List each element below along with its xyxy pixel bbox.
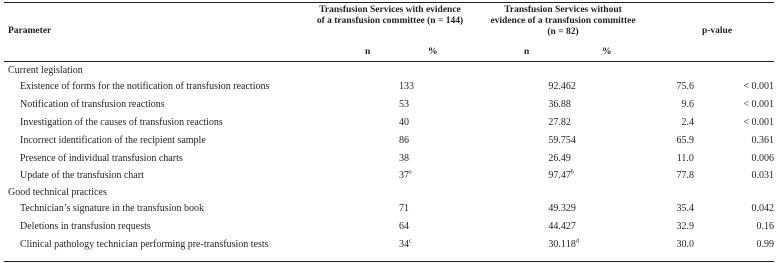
row-label bbox=[8, 149, 399, 167]
pct-header-with: % bbox=[428, 47, 438, 57]
group-with-committee-header: Transfusion Services with evidence of a transfusion committee (n = 144) bbox=[316, 5, 464, 26]
pct-with-committee bbox=[447, 149, 566, 167]
p-value bbox=[694, 96, 774, 114]
pct-without-committee-value: 11.0 bbox=[676, 152, 694, 164]
footnote-marker: b bbox=[570, 170, 574, 177]
table-row bbox=[8, 218, 774, 236]
pct-without-committee-value: 75.6 bbox=[676, 81, 694, 93]
pct-without-committee bbox=[639, 96, 694, 114]
pct-with-committee-value: 59.7 bbox=[548, 134, 566, 146]
pct-without-committee-value: 35.4 bbox=[676, 203, 694, 215]
row-label-value: Existence of forms for the notification of transfusion reactions bbox=[20, 81, 270, 93]
top-rule bbox=[4, 2, 774, 3]
p-value-value: 0.99 bbox=[756, 238, 774, 250]
pct-without-committee-value: 2.4 bbox=[681, 116, 694, 128]
section-row bbox=[8, 63, 774, 78]
row-label-value: Technician’s signature in the transfusion book bbox=[20, 203, 204, 215]
n-with-committee-value: 53 bbox=[399, 99, 409, 111]
p-value-value: < 0.001 bbox=[743, 116, 774, 128]
n-with-committee-value: 86 bbox=[399, 134, 409, 146]
row-label bbox=[8, 235, 399, 253]
table-row bbox=[8, 235, 774, 253]
table-row bbox=[8, 167, 774, 185]
n-without-committee bbox=[566, 114, 639, 132]
row-label bbox=[8, 167, 399, 185]
table-row bbox=[8, 149, 774, 167]
p-value-value: < 0.001 bbox=[743, 81, 774, 93]
row-label-value: Investigation of the causes of transfusion reactions bbox=[20, 116, 223, 128]
pct-with-committee-value: 97.4 bbox=[548, 170, 566, 182]
pct-with-committee-value: 92.4 bbox=[548, 81, 566, 93]
table-row bbox=[8, 114, 774, 132]
row-label bbox=[8, 218, 399, 236]
pct-with-committee bbox=[447, 114, 566, 132]
pct-with-committee bbox=[447, 78, 566, 96]
p-value-value: 0.361 bbox=[751, 134, 774, 146]
n-with-committee-value: 37 bbox=[399, 170, 409, 182]
n-with-committee-value: 34 bbox=[399, 238, 409, 250]
n-without-committee-value: 54 bbox=[565, 134, 576, 146]
n-without-committee bbox=[566, 200, 639, 218]
pct-without-committee-value: 9.6 bbox=[681, 99, 694, 111]
row-label bbox=[8, 131, 399, 149]
pct-with-committee bbox=[447, 235, 566, 253]
p-value bbox=[694, 235, 774, 253]
pct-header-without: % bbox=[602, 47, 612, 57]
n-without-committee bbox=[566, 78, 639, 96]
section-title: Good technical practices bbox=[8, 186, 107, 198]
n-with-committee bbox=[399, 167, 447, 185]
p-value bbox=[694, 78, 774, 96]
pct-with-committee-value: 44.4 bbox=[548, 220, 566, 232]
pct-with-committee bbox=[447, 200, 566, 218]
pct-without-committee-value: 32.9 bbox=[676, 220, 694, 232]
n-without-committee-value: 18 bbox=[565, 238, 576, 250]
footnote-marker: a bbox=[409, 170, 412, 177]
n-without-committee-value: 9 bbox=[565, 152, 571, 164]
pct-without-committee-value: 30.0 bbox=[676, 238, 694, 250]
p-value-value: 0.042 bbox=[751, 203, 774, 215]
n-with-committee bbox=[399, 114, 447, 132]
header-rule bbox=[4, 61, 774, 62]
n-with-committee bbox=[399, 96, 447, 114]
n-with-committee-value: 40 bbox=[399, 116, 409, 128]
table-row bbox=[8, 96, 774, 114]
p-value bbox=[694, 218, 774, 236]
section-title: Current legislation bbox=[8, 65, 83, 76]
row-label-value: Deletions in transfusion requests bbox=[20, 220, 151, 232]
n-without-committee-value: 7 bbox=[565, 170, 571, 182]
pct-with-committee-value: 49.3 bbox=[548, 203, 566, 215]
n-without-committee-value: 62 bbox=[565, 81, 576, 93]
row-label-value: Clinical pathology technician performing pre-transfusion tests bbox=[20, 238, 269, 250]
n-without-committee bbox=[566, 96, 639, 114]
n-without-committee-value: 27 bbox=[565, 220, 576, 232]
p-value-value: 0.006 bbox=[751, 152, 774, 164]
n-without-committee-value: 29 bbox=[565, 203, 576, 215]
n-with-committee-value: 64 bbox=[399, 220, 409, 232]
pct-without-committee bbox=[639, 218, 694, 236]
pct-without-committee bbox=[639, 167, 694, 185]
n-without-committee bbox=[566, 235, 639, 253]
row-label-value: Presence of individual transfusion charts bbox=[20, 152, 183, 164]
pct-without-committee-value: 77.8 bbox=[676, 170, 694, 182]
n-without-committee bbox=[566, 218, 639, 236]
n-header-with: n bbox=[365, 47, 371, 57]
row-label-value: Update of the transfusion chart bbox=[20, 170, 144, 182]
n-with-committee-value: 71 bbox=[399, 203, 409, 215]
pct-with-committee-value: 26.4 bbox=[548, 152, 566, 164]
n-with-committee bbox=[399, 200, 447, 218]
p-value-value: < 0.001 bbox=[743, 99, 774, 111]
group-without-committee-header: Transfusion Services without evidence of a transfusion committee (n = 82) bbox=[490, 5, 636, 37]
pct-with-committee-value: 36.8 bbox=[548, 99, 566, 111]
pct-without-committee bbox=[639, 149, 694, 167]
n-without-committee bbox=[566, 131, 639, 149]
pct-without-committee bbox=[639, 114, 694, 132]
n-with-committee bbox=[399, 235, 447, 253]
n-with-committee-value: 133 bbox=[399, 81, 414, 93]
table-row bbox=[8, 200, 774, 218]
row-label bbox=[8, 78, 399, 96]
pct-without-committee bbox=[639, 235, 694, 253]
table-body bbox=[8, 63, 774, 253]
n-without-committee bbox=[566, 149, 639, 167]
n-with-committee bbox=[399, 131, 447, 149]
table-row bbox=[8, 131, 774, 149]
row-label bbox=[8, 96, 399, 114]
parameter-header: Parameter bbox=[8, 26, 52, 36]
p-value bbox=[694, 131, 774, 149]
pct-without-committee bbox=[639, 131, 694, 149]
section-row bbox=[8, 185, 774, 200]
p-value bbox=[694, 114, 774, 132]
pct-without-committee bbox=[639, 200, 694, 218]
pct-without-committee-value: 65.9 bbox=[676, 134, 694, 146]
n-with-committee-value: 38 bbox=[399, 152, 409, 164]
row-label-value: Notification of transfusion reactions bbox=[20, 99, 165, 111]
footnote-marker: c bbox=[409, 238, 412, 245]
pct-with-committee bbox=[447, 218, 566, 236]
row-label-value: Incorrect identification of the recipient sample bbox=[20, 134, 206, 146]
p-value-value: 0.031 bbox=[751, 170, 774, 182]
n-with-committee bbox=[399, 78, 447, 96]
p-value bbox=[694, 200, 774, 218]
pvalue-header: p-value bbox=[701, 26, 733, 36]
row-label bbox=[8, 114, 399, 132]
table-row bbox=[8, 78, 774, 96]
pct-with-committee-value: 30.1 bbox=[548, 238, 566, 250]
n-with-committee bbox=[399, 149, 447, 167]
pct-with-committee bbox=[447, 131, 566, 149]
pct-with-committee bbox=[447, 167, 566, 185]
row-label bbox=[8, 200, 399, 218]
pct-with-committee bbox=[447, 96, 566, 114]
n-without-committee-value: 8 bbox=[565, 99, 571, 111]
p-value bbox=[694, 167, 774, 185]
n-without-committee bbox=[566, 167, 639, 185]
p-value bbox=[694, 149, 774, 167]
pct-with-committee-value: 27.8 bbox=[548, 116, 566, 128]
p-value-value: 0.16 bbox=[756, 220, 774, 232]
bottom-rule bbox=[4, 261, 774, 262]
footnote-marker: d bbox=[575, 238, 579, 245]
n-with-committee bbox=[399, 218, 447, 236]
n-header-without: n bbox=[524, 47, 530, 57]
pct-without-committee bbox=[639, 78, 694, 96]
n-without-committee-value: 2 bbox=[565, 116, 571, 128]
